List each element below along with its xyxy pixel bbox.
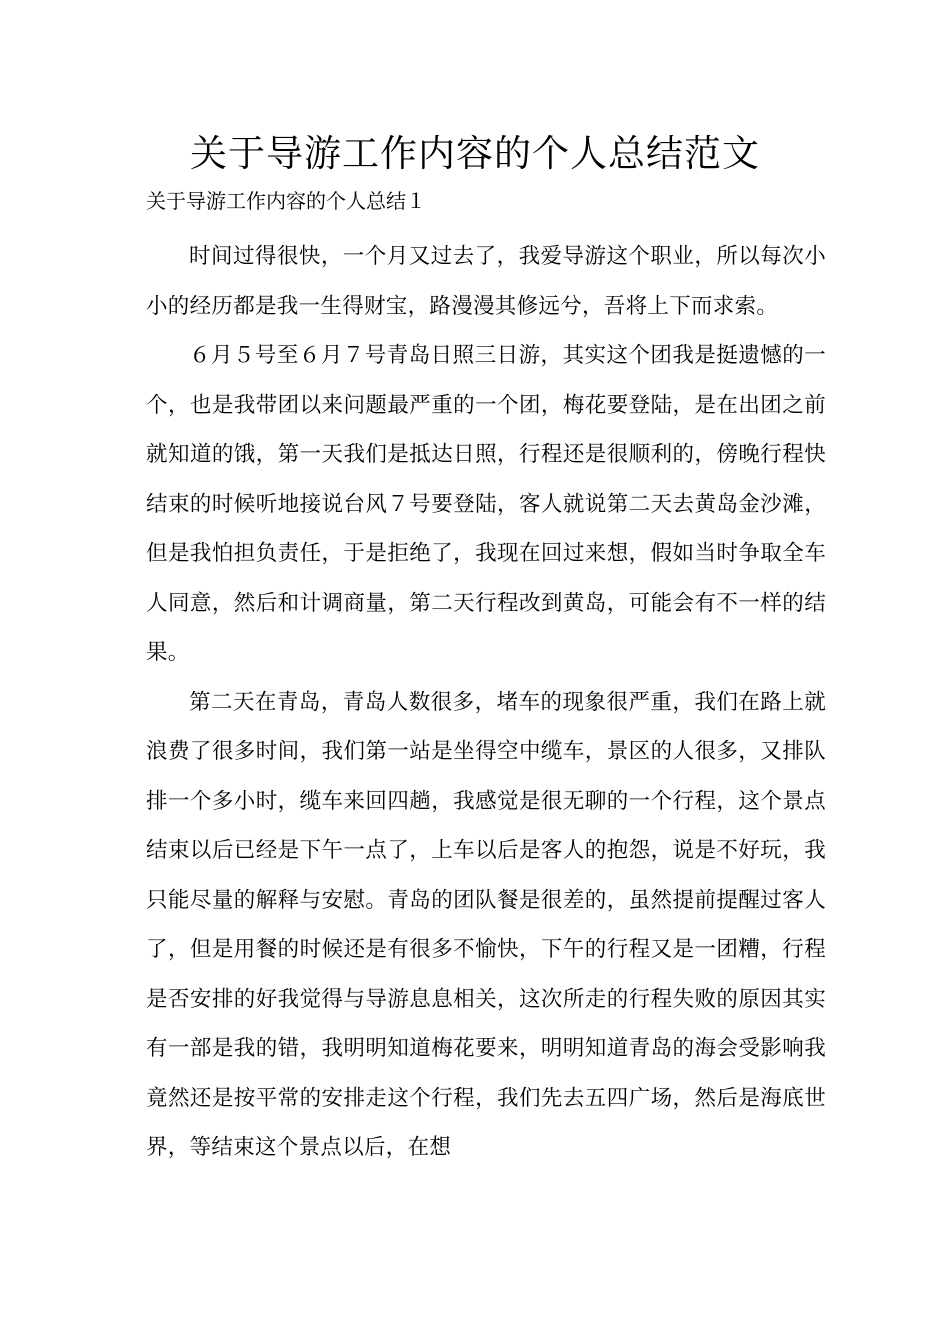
document-title: 关于导游工作内容的个人总结范文 [190,132,760,175]
paragraph-3: 第二天在青岛，青岛人数很多，堵车的现象很严重，我们在路上就浪费了很多时间，我们第一站是坐得空中缆车，景区的人很多，又排队排一个多小时，缆车来回四趟，我感觉是很无聊的一个行程，这个景点结束以后已经是下午一点了，上车以后是客人的抱怨，说是不好玩，我只能尽量的解释与安慰。青岛的团队餐是很差的，虽然提前提醒过客人了，但是用餐的时候还是有很多不愉快，下午的行程又是一团糟，行程是否安排的好我觉得与导游息息相关，这次所走的行程失败的原因其实有一部是我的错，我明明知道梅花要来，明明知道青岛的海会受影响我竟然还是按平常的安排走这个行程，我们先去五四广场，然后是海底世界，等结束这个景点以后，在想 [146,689,826,1160]
paragraph-1: 时间过得很快，一个月又过去了，我爱导游这个职业，所以每次小小的经历都是我一生得财宝，路漫漫其修远兮，吾将上下而求索。 [146,244,826,319]
document-body [146,232,826,1173]
paragraph-2: ６月５号至６月７号青岛日照三日游，其实这个团我是挺遗憾的一个，也是我带团以来问题最严重的一个团，梅花要登陆，是在出团之前就知道的饿，第一天我们是抵达日照，行程还是很顺利的，傍晚行程快结束的时候听地接说台风７号要登陆，客人就说第二天去黄岛金沙滩，但是我怕担负责任，于是拒绝了，我现在回过来想，假如当时争取全车人同意，然后和计调商量，第二天行程改到黄岛，可能会有不一样的结果。 [146,343,826,665]
document-subtitle: 关于导游工作内容的个人总结１ [146,189,426,213]
